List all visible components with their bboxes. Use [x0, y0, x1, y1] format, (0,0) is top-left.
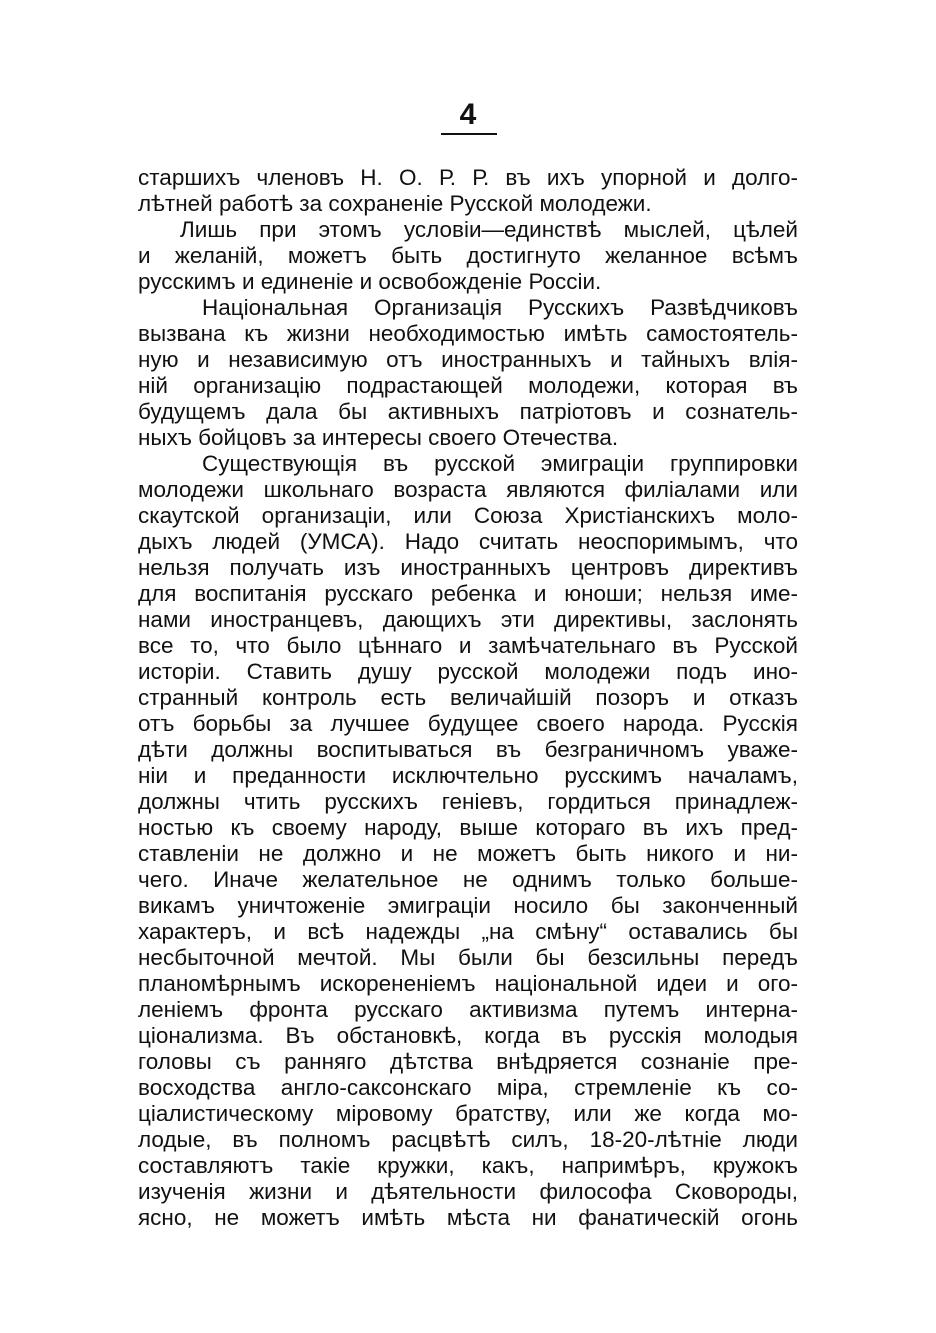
- text-line: все то, что было цѣннаго и замѣчательнаго въ Русской: [138, 633, 798, 658]
- text-line: Національная Организація Русскихъ Развѣдчиковъ: [202, 295, 798, 320]
- text-line: ставленіи не должно и не можетъ быть никого и ни-: [138, 841, 798, 866]
- text-line: исторіи. Ставить душу русской молодежи подъ ино-: [138, 659, 798, 684]
- text-line: ній организацію подрастающей молодежи, которая въ: [138, 373, 798, 398]
- text-line: молодежи школьнаго возраста являются филіалами или: [138, 477, 798, 502]
- text-line: ностью къ своему народу, выше котораго въ ихъ пред-: [138, 815, 798, 840]
- text-line: ніи и преданности исключтельно русскимъ началамъ,: [138, 763, 798, 788]
- text-line: дыхъ людей (УМСА). Надо считать неоспоримымъ, что: [138, 529, 798, 554]
- page-number-rule: [441, 133, 497, 135]
- text-line: русскимъ и единеніе и освобожденіе Россіи.: [138, 269, 602, 294]
- text-line: характеръ, и всѣ надежды „на смѣну“ оставались бы: [138, 919, 798, 944]
- text-line: отъ борьбы за лучшее будущее своего народа. Русскія: [138, 711, 798, 736]
- text-line: лѣтней работѣ за сохраненіе Русской молодежи.: [138, 191, 652, 216]
- text-line: будущемъ дала бы активныхъ патріотовъ и сознатель-: [138, 399, 798, 424]
- text-line: ціонализма. Въ обстановкѣ, когда въ русскія молодыя: [138, 1023, 798, 1048]
- text-line: и желаній, можетъ быть достигнуто желанное всѣмъ: [138, 243, 798, 268]
- text-line: чего. Иначе желательное не однимъ только больше-: [138, 867, 798, 892]
- text-line: изученія жизни и дѣятельности философа Сковороды,: [138, 1179, 798, 1204]
- text-line: нами иностранцевъ, дающихъ эти директивы, заслонять: [138, 607, 798, 632]
- text-line: леніемъ фронта русскаго активизма путемъ интерна-: [138, 997, 798, 1022]
- text-line: ную и независимую отъ иностранныхъ и тайныхъ влія-: [138, 347, 798, 372]
- text-line: скаутской организаціи, или Союза Христіанскихъ моло-: [138, 503, 798, 528]
- text-line: нельзя получать изъ иностранныхъ центровъ директивъ: [138, 555, 798, 580]
- body-text: [138, 165, 798, 1231]
- text-line: составляютъ такіе кружки, какъ, напримѣръ, кружокъ: [138, 1153, 798, 1178]
- text-line: восходства англо-саксонскаго міра, стремленіе къ со-: [138, 1075, 798, 1100]
- text-line: ясно, не можетъ имѣть мѣста ни фанатическій огонь: [138, 1205, 798, 1230]
- page-number: 4: [459, 98, 477, 131]
- text-line: старшихъ членовъ Н. О. Р. Р. въ ихъ упорной и долго-: [138, 165, 798, 190]
- text-line: викамъ уничтоженіе эмиграціи носило бы законченный: [138, 893, 798, 918]
- text-line: несбыточной мечтой. Мы были бы безсильны передъ: [138, 945, 798, 970]
- text-line: должны чтить русскихъ геніевъ, гордиться принадлеж-: [138, 789, 798, 814]
- text-line: дѣти должны воспитываться въ безграничномъ уваже-: [138, 737, 798, 762]
- text-line: Существующія въ русской эмиграціи группировки: [202, 451, 798, 476]
- text-line: ныхъ бойцовъ за интересы своего Отечества.: [138, 425, 619, 450]
- text-line: ціалистическому міровому братству, или же когда мо-: [138, 1101, 798, 1126]
- text-line: лодые, въ полномъ расцвѣтѣ силъ, 18-20-лѣтніе люди: [138, 1127, 798, 1152]
- text-line: планомѣрнымъ искорененіемъ національной идеи и ого-: [138, 971, 798, 996]
- text-line: вызвана къ жизни необходимостью имѣть самостоятель-: [138, 321, 798, 346]
- text-line: странный контроль есть величайшій позоръ и отказъ: [138, 685, 798, 710]
- text-line: головы съ ранняго дѣтства внѣдряется сознаніе пре-: [138, 1049, 798, 1074]
- text-line: для воспитанія русскаго ребенка и юноши; нельзя име-: [138, 581, 798, 606]
- text-line: Лишь при этомъ условіи—единствѣ мыслей, цѣлей: [180, 217, 798, 242]
